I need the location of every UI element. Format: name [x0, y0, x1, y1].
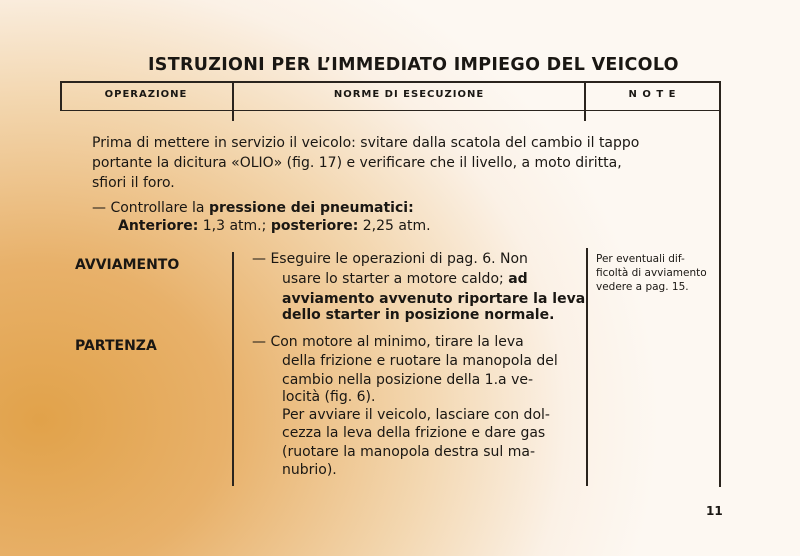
intro-line: sfiori il foro.: [92, 175, 175, 191]
instruction-line: locità (fig. 6).: [282, 389, 376, 405]
instruction-line: (ruotare la manopola destra sul ma-: [282, 444, 536, 460]
instruction-line: Per avviare il veicolo, lasciare con dol-: [282, 407, 550, 423]
table-right-border: [719, 81, 721, 487]
header-divider-2: [584, 81, 586, 121]
instruction-line: cezza la leva della frizione e dare gas: [282, 425, 546, 441]
instruction-bold-text: ad: [508, 271, 528, 287]
column-header-operazione: OPERAZIONE: [104, 89, 188, 100]
rear-label: posteriore:: [270, 218, 359, 234]
column-header-note: N O T E: [628, 89, 677, 100]
instruction-bold-text: avviamento avvenuto riportare la leva: [282, 291, 586, 307]
rear-value: 2,25 atm.: [358, 218, 431, 234]
instruction-line: [282, 269, 528, 289]
instruction-line: cambio nella posizione della 1.a ve-: [282, 372, 534, 388]
pressure-line: [92, 198, 414, 218]
header-top-rule: [60, 81, 720, 83]
intro-line: Prima di mettere in servizio il veicolo: svitare dalla scatola del cambio il tappo: [92, 135, 640, 151]
note-line: ficoltà di avviamento: [596, 267, 707, 279]
instruction-line: della frizione e ruotare la manopola del: [282, 353, 558, 369]
operation-label-partenza: PARTENZA: [75, 338, 157, 354]
column-header-norme: NORME DI ESECUZIONE: [333, 89, 485, 100]
instruction-line: nubrio).: [282, 462, 337, 478]
front-label: Anteriore:: [118, 218, 199, 234]
instruction-bold-text: dello starter in posizione normale.: [282, 307, 555, 323]
body-divider-1: [232, 252, 234, 486]
page-title: ISTRUZIONI PER L’IMMEDIATO IMPIEGO DEL VEICOLO: [148, 55, 679, 75]
instruction-text: usare lo starter a motore caldo;: [282, 271, 509, 287]
instruction-line: — Con motore al minimo, tirare la leva: [252, 334, 524, 350]
header-divider-1: [232, 81, 234, 121]
note-line: vedere a pag. 15.: [596, 281, 689, 293]
header-bottom-rule: [60, 110, 720, 111]
body-divider-2: [586, 248, 588, 486]
page-number: 11: [706, 504, 723, 518]
instruction-line: [282, 305, 554, 325]
note-line: Per eventuali dif-: [596, 253, 685, 265]
intro-line: portante la dicitura «OLIO» (fig. 17) e verificare che il livello, a moto diritta,: [92, 155, 622, 171]
operation-label-avviamento: AVVIAMENTO: [75, 257, 180, 273]
instruction-line: — Eseguire le operazioni di pag. 6. Non: [252, 251, 528, 267]
front-value: 1,3 atm.;: [198, 218, 271, 234]
pressure-heading: pressione dei pneumatici:: [208, 200, 414, 216]
pressure-prefix: — Controllare la: [92, 200, 209, 216]
pressure-values-line: [118, 216, 431, 236]
